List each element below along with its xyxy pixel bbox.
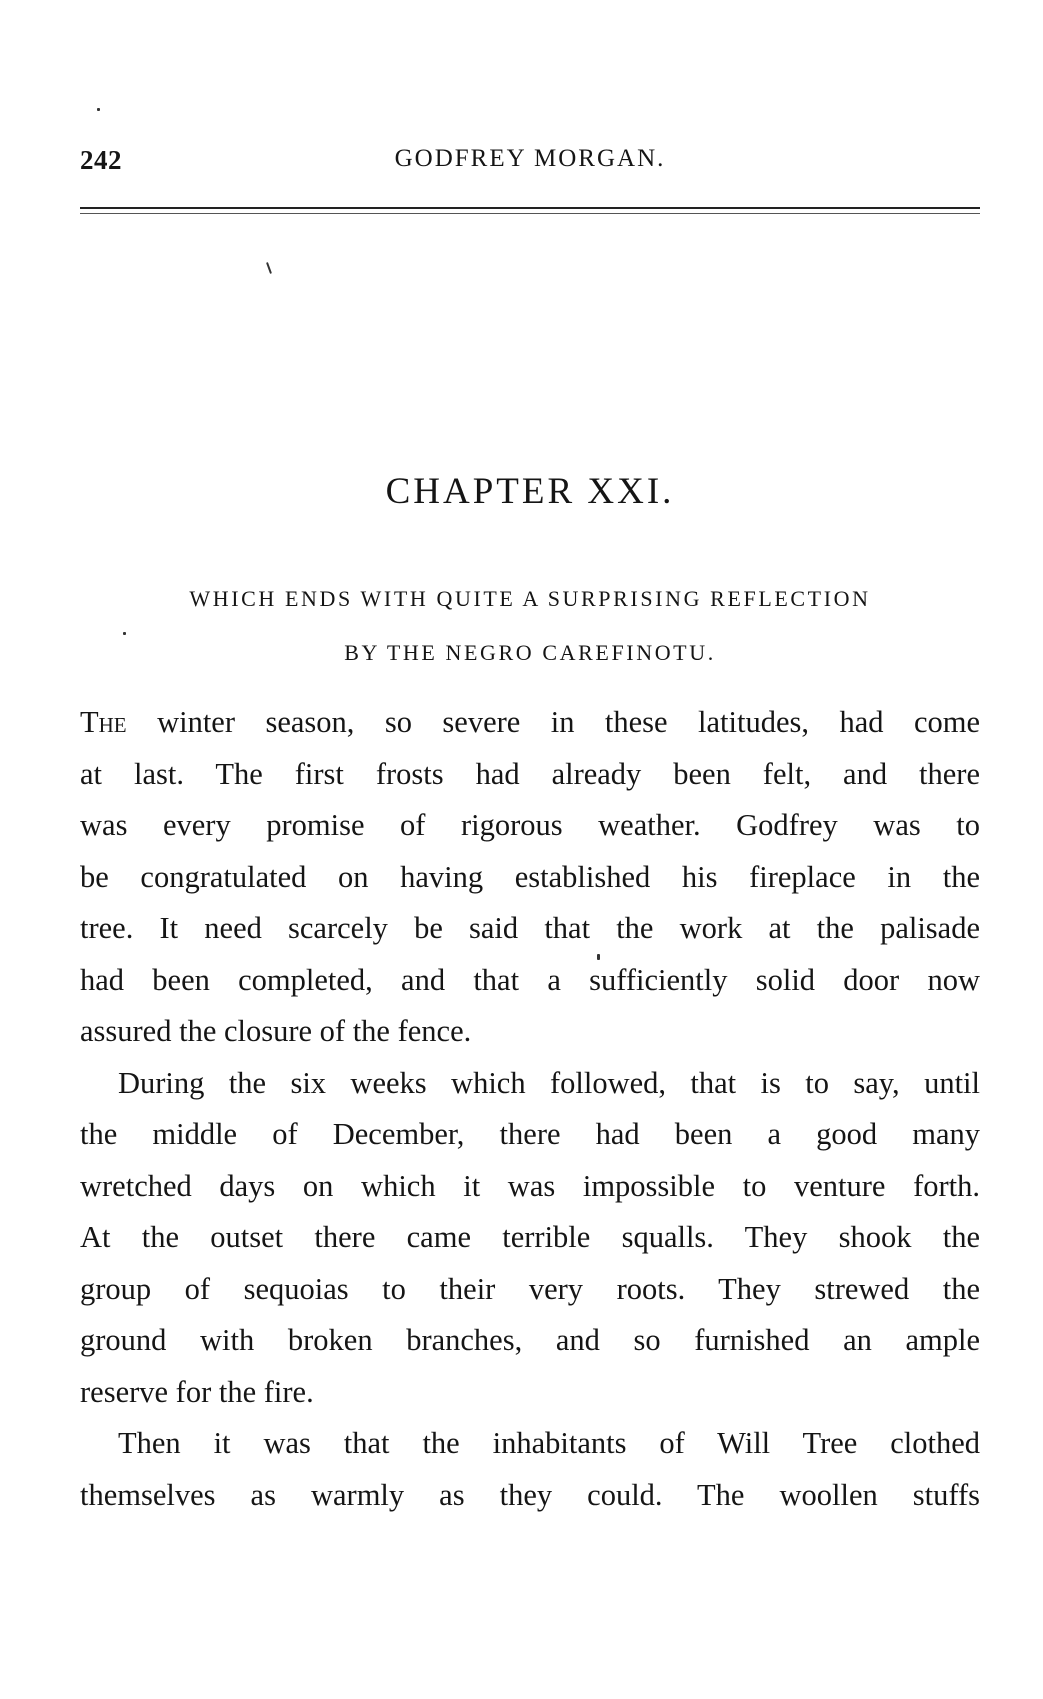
chapter-title: CHAPTER XXI. bbox=[385, 471, 675, 512]
text-line: wretched days on which it was impossible to venture forth. bbox=[80, 1168, 980, 1203]
text-line bbox=[80, 697, 980, 749]
chapter-subtitle-line: BY THE NEGRO CAREFINOTU. bbox=[344, 640, 716, 665]
running-head bbox=[80, 145, 980, 185]
scan-speck bbox=[97, 108, 100, 111]
text-line: was every promise of rigorous weather. Godfrey was to bbox=[80, 808, 980, 842]
text-line: group of sequoias to their very roots. They strewed the bbox=[80, 1271, 980, 1306]
text-line: tree. It need scarcely be said that the work at the palisade bbox=[80, 911, 980, 945]
text-line: themselves as warmly as they could. The woollen stuffs bbox=[80, 1477, 980, 1512]
text-line: ground with broken branches, and so furnished an ample bbox=[80, 1323, 980, 1357]
book-title: GODFREY MORGAN. bbox=[394, 145, 666, 172]
text-line: At the outset there came terrible squalls. They shook the bbox=[80, 1220, 980, 1254]
text-line: During the six weeks which followed, that is to say, until bbox=[118, 1065, 980, 1100]
chapter-subtitle bbox=[80, 572, 980, 680]
header-rule-thin bbox=[80, 213, 980, 214]
text-line: at last. The first frosts had already been felt, and there bbox=[80, 756, 980, 791]
page-number: 242 bbox=[80, 145, 122, 175]
header-rule bbox=[80, 207, 980, 209]
lead-word: The bbox=[80, 705, 127, 739]
text-line: reserve for the fire. bbox=[80, 1374, 314, 1409]
text-line: had been completed, and that a sufficiently solid door now bbox=[80, 962, 980, 997]
chapter-subtitle-line: WHICH ENDS WITH QUITE A SURPRISING REFLECTION bbox=[189, 586, 871, 611]
text-line: the middle of December, there had been a good many bbox=[80, 1117, 980, 1151]
text-line: Then it was that the inhabitants of Will Tree clothed bbox=[118, 1426, 980, 1460]
text-line: be congratulated on having established his fireplace in the bbox=[80, 859, 980, 894]
text-line: assured the closure of the fence. bbox=[80, 1014, 472, 1048]
body-text bbox=[80, 697, 980, 1521]
scan-speck bbox=[266, 262, 272, 274]
line-text: winter season, so severe in these latitudes, had come bbox=[126, 705, 980, 739]
